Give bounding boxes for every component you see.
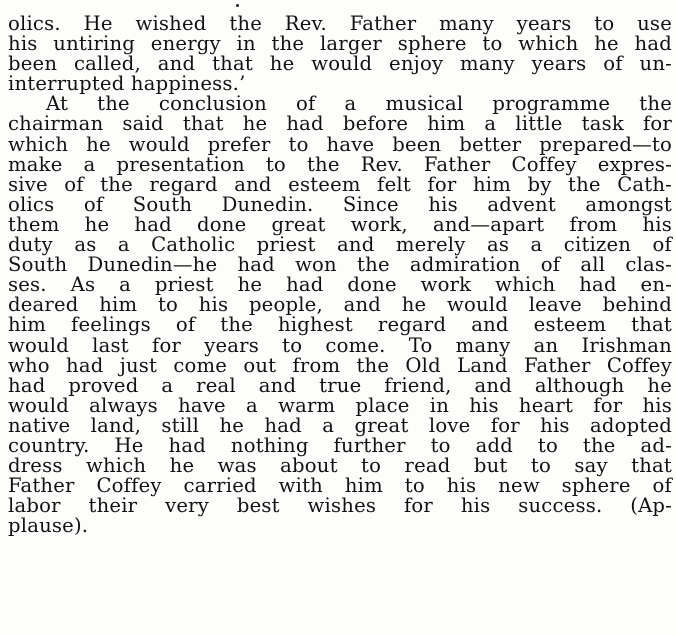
text-line: ses. As a priest he had done work which had en- <box>8 273 672 297</box>
text-line: Father Coffey carried with him to his new sphere of <box>8 474 672 498</box>
text-line: chairman said that he had before him a little task for <box>8 112 672 136</box>
text-line: olics of South Dunedin. Since his advent amongst <box>8 192 672 216</box>
text-line: had proved a real and true friend, and although he <box>8 373 672 397</box>
text-line: him feelings of the highest regard and esteem that <box>8 313 672 337</box>
text-line: them he had done great work, and—apart from his <box>8 212 672 236</box>
text-line: dress which he was about to read but to say that <box>8 454 672 478</box>
article-column <box>8 14 672 536</box>
paragraph-first-line: At the conclusion of a musical programme the <box>46 92 672 116</box>
text-line: would last for years to come. To many an Irishman <box>8 333 672 357</box>
text-line: make a presentation to the Rev. Father Coffey expres- <box>8 152 672 176</box>
text-line: interrupted happiness.’ <box>8 72 246 96</box>
text-line: country. He had nothing further to add to the ad- <box>8 433 672 457</box>
text-line: native land, still he had a great love for his adopted <box>8 413 672 437</box>
text-line: olics. He wished the Rev. Father many years to use <box>8 12 672 35</box>
text-line: his untiring energy in the larger sphere to which he had <box>8 32 672 56</box>
text-line: duty as a Catholic priest and merely as a citizen of <box>8 233 672 257</box>
text-line: would always have a warm place in his heart for his <box>8 393 672 417</box>
text-line: plause). <box>8 514 89 538</box>
text-line: who had just come out from the Old Land Father Coffey <box>8 353 672 377</box>
text-line: labor their very best wishes for his success. (Ap- <box>8 494 672 518</box>
text-line: which he would prefer to have been better prepared—to <box>8 132 672 156</box>
ink-speck <box>236 4 239 7</box>
text-line: deared him to his people, and he would leave behind <box>8 293 672 317</box>
text-line: sive of the regard and esteem felt for him by the Cath- <box>8 172 672 196</box>
text-line: South Dunedin—he had won the admiration of all clas- <box>8 253 672 277</box>
text-line: been called, and that he would enjoy many years of un- <box>8 52 672 76</box>
